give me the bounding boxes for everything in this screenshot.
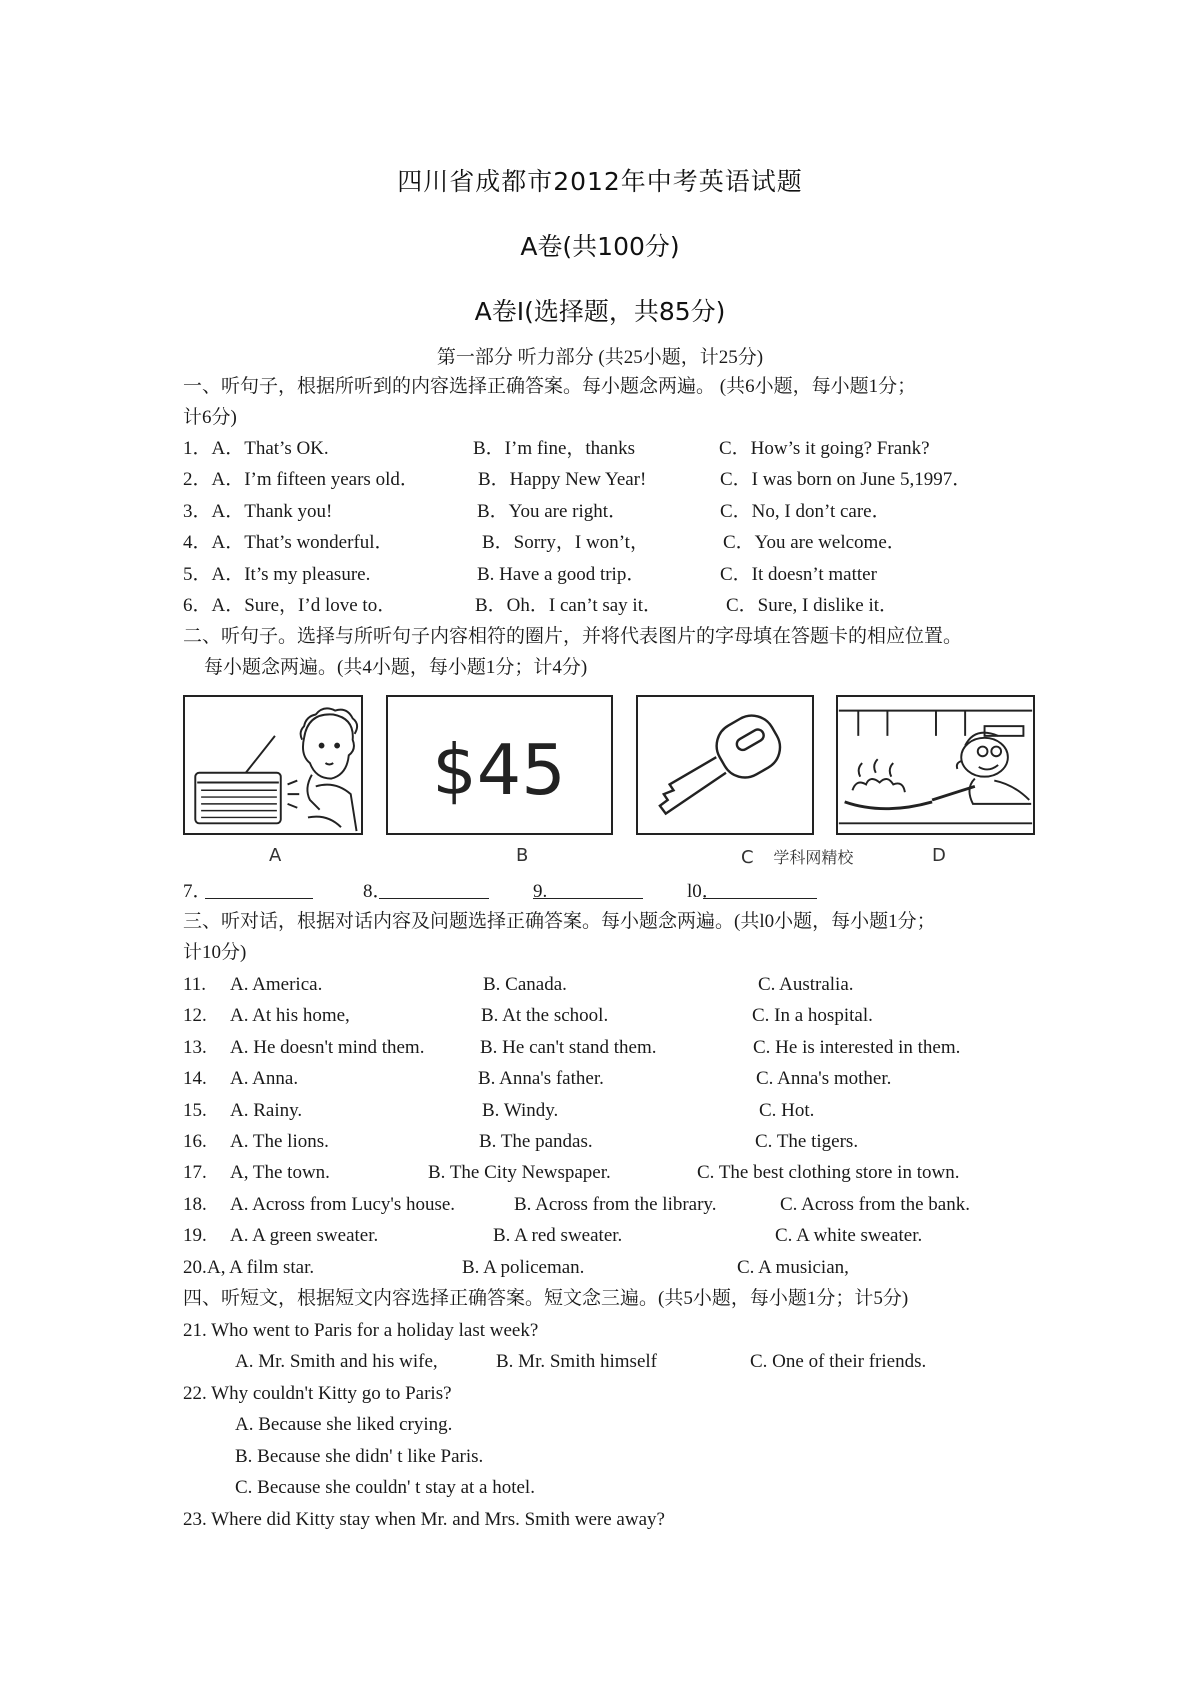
question-22-stem: 22. Why couldn't Kitty go to Paris? bbox=[183, 1383, 452, 1404]
section1-instruction-cont: 计6分) bbox=[183, 407, 237, 428]
question-option-a: 4．A．That’s wonderful． bbox=[183, 532, 394, 553]
question-number: 16. bbox=[183, 1131, 207, 1152]
question-option-a: A. At his home, bbox=[230, 1005, 350, 1026]
question-option-c: C. A white sweater. bbox=[775, 1225, 923, 1246]
picture-label-a: A bbox=[269, 845, 282, 866]
question-option-a: A. America. bbox=[230, 974, 323, 995]
question-option-b: B. The pandas. bbox=[479, 1131, 593, 1152]
question-option-b: B. Because she didn' t like Paris. bbox=[235, 1446, 484, 1467]
question-option-c: C. Anna's mother. bbox=[756, 1068, 892, 1089]
question-number: 12. bbox=[183, 1005, 207, 1026]
question-option-c: C. Australia. bbox=[758, 974, 854, 995]
question-option-c: C. The tigers. bbox=[755, 1131, 859, 1152]
question-option-a: A. Across from Lucy's house. bbox=[230, 1194, 456, 1215]
question-option-b: B. Mr. Smith himself bbox=[496, 1351, 657, 1372]
picture-label-b: B bbox=[516, 845, 529, 866]
question-number: 13. bbox=[183, 1037, 207, 1058]
question-number: 11. bbox=[183, 974, 207, 995]
exam-title: 四川省成都市2012年中考英语试题 bbox=[397, 167, 803, 196]
question-option-b: B. Canada. bbox=[483, 974, 567, 995]
exam-page: 四川省成都市2012年中考英语试题 A卷(共100分) A卷Ⅰ(选择题，共85分) 第一部分 听力部分 (共25小题，计25分) 一、听句子，根据所听到的内容选择正确答案。每小题念两遍。 (共6小题，每小题1分； 计6分) 1．A．That’s OK. B．I’m fine，thanks C．How’s it going? Frank? 2．A．I’m fifteen years old． B．Happy New Year! C．I was born on June 5,1997． 3．A．Thank you! B．You are right． C．No, I don’t care． 4．A．That’s wonderful． B．Sorry，I won’t， C．You are welcome． 5．A．It’s my pleasure. B. Have a good trip． C．It doesn’t matter 6．A．Sure，I’d love to． B．Oh．I can’t say it． C．Sure, I dislike it． 二、听句子。选择与所听句子内容相符的圈片，并将代表图片的字母填在答题卡的相应位置。 每小题念两遍。(共4小题，每小题1分；计4分) A $45 B C 学科网精校 D 7． 8． 9. l0． 三、听对话，根据对话内容及问题选择正确答案。每小题念两遍。(共l0小题，每小题1分； 计10分) 11. A. America. B. Canada. C. Australia. 12. A. At his home, B. At the school. C. In a hospital. 13. A. He doesn't mind them. B. He can't stand them. C. He is interested in them. 14. A. Anna. B. Anna's father. C. Anna's mother. 15. A. Rainy. B. Windy. C. Hot. 16. A. The lions. B. The pandas. C. The tigers. 17. A, The town. B. The City Newspaper. C. The best clothing store in town. 18. A. Across from Lucy's house. B. Across from the library. C. Across from the bank. 19. A. A green sweater. B. A red sweater. C. A white sweater. 20. A, A film star. B. A policeman. C. A musician, 四、听短文，根据短文内容选择正确答案。短文念三遍。(共5小题，每小题1分；计5分) 21. Who went to Paris for a holiday last week? A. Mr. Smith and his wife, B. Mr. Smith himself C. One of their friends. 22. Why couldn't Kitty go to Paris? A. Because she liked crying. B. Because she didn' t like Paris. C. Because she couldn' t stay at a hotel. 23. Where did Kitty stay when Mr. and Mrs. Smith were away? bbox=[0, 0, 1200, 1698]
question-option-c: C．How’s it going? Frank? bbox=[719, 438, 930, 459]
question-number: 18. bbox=[183, 1194, 207, 1215]
question-number: 17. bbox=[183, 1162, 207, 1183]
question-option-b: B. A policeman. bbox=[462, 1257, 585, 1278]
price-45-icon bbox=[386, 695, 613, 835]
key-icon bbox=[636, 695, 814, 835]
question-option-c: C. Across from the bank. bbox=[780, 1194, 970, 1215]
question-option-b: B. Windy. bbox=[482, 1100, 559, 1121]
question-21-stem: 21. Who went to Paris for a holiday last week? bbox=[183, 1320, 539, 1341]
question-option-a: A. He doesn't mind them. bbox=[230, 1037, 425, 1058]
section4-instruction: 四、听短文，根据短文内容选择正确答案。短文念三遍。(共5小题，每小题1分；计5分) bbox=[183, 1288, 909, 1309]
question-option-c: C. In a hospital. bbox=[752, 1005, 873, 1026]
question-option-c: C. The best clothing store in town. bbox=[697, 1162, 960, 1183]
section2-instruction-cont: 每小题念两遍。(共4小题，每小题1分；计4分) bbox=[204, 657, 588, 678]
watermark: 学科网精校 bbox=[773, 848, 854, 867]
question-23-stem: 23. Where did Kitty stay when Mr. and Mrs. Smith were away? bbox=[183, 1509, 665, 1530]
section1-instruction: 一、听句子，根据所听到的内容选择正确答案。每小题念两遍。 (共6小题，每小题1分； bbox=[183, 376, 917, 397]
picture-label-d: D bbox=[932, 845, 946, 866]
picture-label-c-letter: C bbox=[741, 847, 754, 868]
question-option-a: A, The town. bbox=[230, 1162, 330, 1183]
question-option-a: A. A green sweater. bbox=[230, 1225, 379, 1246]
section3-instruction: 三、听对话，根据对话内容及问题选择正确答案。每小题念两遍。(共l0小题，每小题1分； bbox=[183, 911, 936, 932]
question-option-c: C．Sure, I dislike it． bbox=[726, 595, 899, 616]
question-option-b: B. Anna's father. bbox=[478, 1068, 604, 1089]
question-option-b: B. The City Newspaper. bbox=[428, 1162, 611, 1183]
question-option-c: C．I was born on June 5,1997． bbox=[720, 469, 972, 490]
volume-a-heading: A卷(共100分) bbox=[520, 232, 680, 261]
question-option-b: B．I’m fine，thanks bbox=[473, 438, 636, 459]
cooking-man-icon bbox=[836, 695, 1035, 835]
price-text: $45 bbox=[432, 730, 566, 812]
question-option-c: C．No, I don’t care． bbox=[720, 501, 891, 522]
question-option-c: C. One of their friends. bbox=[750, 1351, 927, 1372]
picture-label-c bbox=[741, 845, 853, 868]
question-option-c: C. Because she couldn' t stay at a hotel. bbox=[235, 1477, 535, 1498]
volume-a-part1-heading: A卷Ⅰ(选择题，共85分) bbox=[474, 297, 726, 326]
question-option-a: A. Because she liked crying. bbox=[235, 1414, 453, 1435]
section2-instruction: 二、听句子。选择与所听句子内容相符的圈片，并将代表图片的字母填在答题卡的相应位置。 bbox=[183, 626, 963, 647]
question-number: 20. bbox=[183, 1257, 207, 1278]
radio-listener-icon bbox=[183, 695, 363, 835]
question-option-b: B. He can't stand them. bbox=[480, 1037, 657, 1058]
question-option-b: B．Sorry，I won’t， bbox=[482, 532, 649, 553]
question-option-a: A. Anna. bbox=[230, 1068, 299, 1089]
question-option-a: 2．A．I’m fifteen years old． bbox=[183, 469, 419, 490]
section3-instruction-cont: 计10分) bbox=[183, 942, 247, 963]
question-option-a: A, A film star. bbox=[207, 1257, 315, 1278]
question-option-a: 1．A．That’s OK. bbox=[183, 438, 329, 459]
question-option-b: B．Oh．I can’t say it． bbox=[475, 595, 662, 616]
question-option-c: C. He is interested in them. bbox=[753, 1037, 961, 1058]
question-option-a: 3．A．Thank you! bbox=[183, 501, 333, 522]
listening-part-heading: 第一部分 听力部分 (共25小题，计25分) bbox=[436, 347, 764, 368]
question-number: 15. bbox=[183, 1100, 207, 1121]
question-option-b: B. Across from the library. bbox=[514, 1194, 717, 1215]
question-option-c: C．It doesn’t matter bbox=[720, 564, 877, 585]
picture-strip bbox=[183, 695, 1035, 868]
question-option-b: B. At the school. bbox=[481, 1005, 609, 1026]
question-number: 14. bbox=[183, 1068, 207, 1089]
question-option-c: C. Hot. bbox=[759, 1100, 815, 1121]
question-option-a: 5．A．It’s my pleasure. bbox=[183, 564, 371, 585]
question-option-c: C．You are welcome． bbox=[723, 532, 906, 553]
question-option-b: B．You are right． bbox=[477, 501, 628, 522]
question-option-b: B．Happy New Year! bbox=[478, 469, 647, 490]
question-option-c: C. A musician, bbox=[737, 1257, 849, 1278]
question-option-b: B. Have a good trip． bbox=[477, 564, 646, 585]
question-option-a: A. The lions. bbox=[230, 1131, 329, 1152]
question-option-a: A. Rainy. bbox=[230, 1100, 303, 1121]
question-option-b: B. A red sweater. bbox=[493, 1225, 623, 1246]
question-option-a: A. Mr. Smith and his wife, bbox=[235, 1351, 438, 1372]
question-option-a: 6．A．Sure，I’d love to． bbox=[183, 595, 397, 616]
question-number: 19. bbox=[183, 1225, 207, 1246]
